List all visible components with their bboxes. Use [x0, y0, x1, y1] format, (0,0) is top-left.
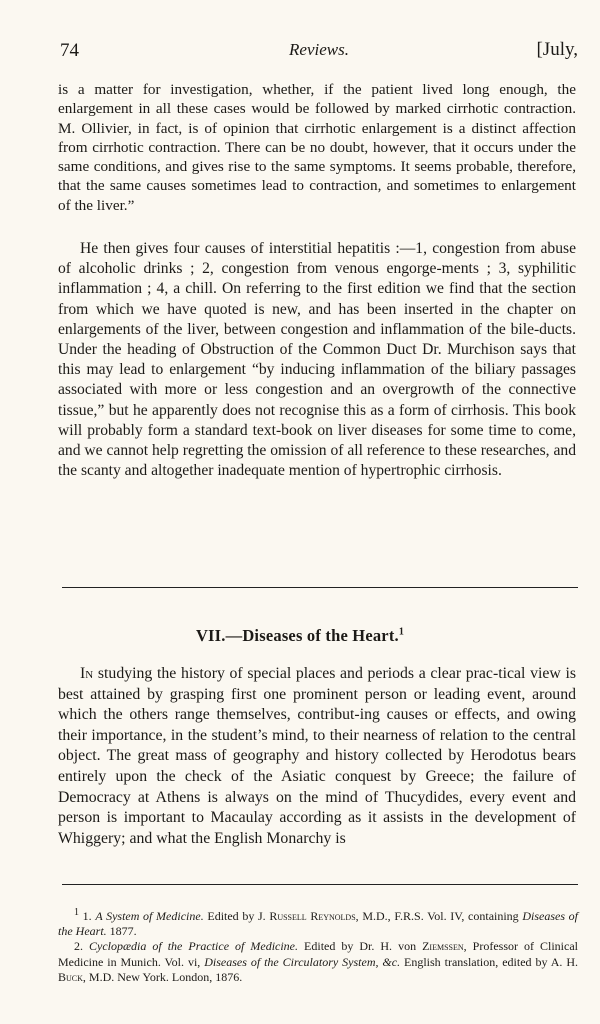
footnote-2-number: 2.: [74, 939, 83, 954]
footnote-1-edited: Edited by J.: [207, 909, 266, 923]
section-paragraph: [58, 664, 576, 849]
footnote-2-contents: Diseases of the Circulatory System, &c.: [204, 954, 401, 969]
footnote-2-after-translator: , M.D. New York. London, 1876.: [82, 969, 243, 984]
section-divider: [62, 587, 578, 588]
footnote-1-editor: Russell Reynolds: [269, 909, 356, 923]
footnote-1-year: 1877.: [109, 924, 137, 939]
footnote-2-after-editor: , Professor of Clinical Medicine in Munich. Vol. vi,: [58, 939, 579, 969]
footnote-1-after-editor: , M.D., F.R.S. Vol. IV, containing: [355, 909, 519, 923]
footnote-2-editor: Ziemssen: [422, 939, 464, 954]
footnotes: [58, 905, 578, 985]
page-header: [60, 40, 578, 66]
footnote-divider: [62, 884, 578, 885]
footnote-1-number: 1.: [82, 909, 92, 923]
section-footnote-marker: 1: [398, 626, 405, 638]
footnote-2: [58, 939, 578, 985]
section-text: [58, 664, 576, 849]
section-body: studying the history of special places and periods a clear prac-tical view is best attained by grasping first one prominent person or leading event, around which the others range themselves, contribut-ing causes or effects, and owing their importance, in the student’s mind, to their nearness of relation to the central object. The great mass of geography and history collected by Herodotus bears entirely upon the check of the Asiatic conquest by Greece; the failure of Democracy at Athens is always on the mind of Thucydides, every event and person is important to Macaulay according as it assists in the development of Whiggery; and what the English Monarchy is: [58, 665, 576, 847]
review-text: He then gives four causes of interstitial hepatitis :—1, congestion from abuse of alcoholic drinks ; 2, congestion from venous engorge-ments ; 3, syphilitic inflammation ; 4, a chill. On referring to the first edition we find that the section from which we have quoted is new, and has been inserted in the chapter on enlargements of the liver, between congestion and inflammation of the bile-ducts. Under the heading of Obstruction of the Common Duct Dr. Murchison says that this may lead to enlargement “by inducing inflammation of the biliary passages associated with more or less congestion and an overgrowth of the connective tissue,” but he apparently does not recognise this as a form of cirrhosis. This book will probably form a standard text-book on liver diseases for some time to come, and we cannot help regretting the omission of all reference to these researches, and the scanty and altogether inadequate mention of hypertrophic cirrhosis.: [58, 240, 576, 480]
footnote-1: [58, 905, 578, 939]
footnote-2-edited: Edited by Dr. H. von: [304, 939, 417, 954]
footnote-2-translation: English translation, edited by A. H.: [404, 954, 578, 969]
review-paragraph: [58, 239, 576, 481]
footnote-2-translator: Buck: [58, 969, 83, 984]
page-number: 74: [60, 40, 79, 61]
footnote-1-marker: 1: [74, 907, 79, 918]
header-date: [July,: [536, 39, 578, 60]
footnote-1-contents: Diseases of the Heart.: [58, 909, 578, 939]
footnote-1-title: A System of Medicine.: [95, 909, 204, 923]
section-first-word: In: [80, 665, 94, 682]
footnote-2-title: Cyclopædia of the Practice of Medicine.: [89, 939, 299, 954]
running-title: Reviews.: [289, 40, 349, 59]
quote-text: is a matter for investigation, whether, if the patient lived long enough, the enlargement in all these cases would be followed by marked cirrhotic contraction. M. Ollivier, in fact, is of opinion that cirrhotic enlargement is a distinct affection from cirrhotic contraction. There can be no doubt, however, that it occurs under the same conditions, and gives rise to the same symptoms. It seems probable, therefore, that the same causes sometimes lead to contraction, and sometimes to enlargement of the liver.”: [58, 81, 576, 214]
quote-continuation: [58, 80, 576, 215]
section-title-text: VII.—Diseases of the Heart.: [195, 626, 399, 645]
section-heading: [0, 626, 600, 646]
